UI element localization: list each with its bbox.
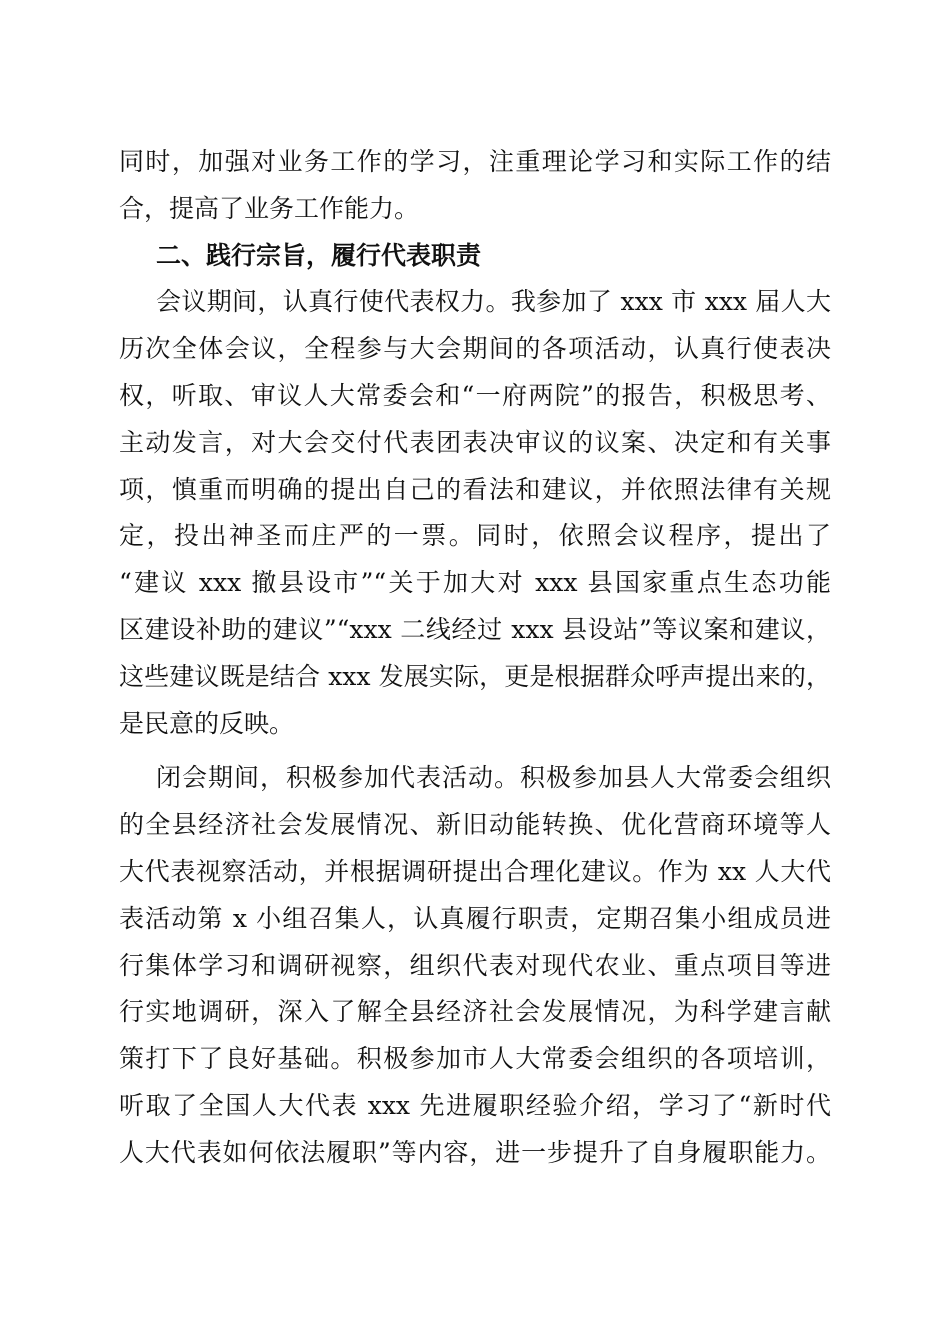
para1-line: 同时，加强对业务工作的学习，注重理论学习和实际工作的结 [119,147,831,176]
para3-line: 大代表视察活动，并根据调研提出合理化建议。作为 xx 人大代 [119,856,831,886]
section-heading: 二、践行宗旨，履行代表职责 [156,240,482,270]
para2-line: 会议期间，认真行使代表权力。我参加了 xxx 市 xxx 届人大 [156,287,831,317]
para3-line: 闭会期间，积极参加代表活动。积极参加县人大常委会组织 [156,763,831,793]
para3-line: 表活动第 x 小组召集人，认真履行职责，定期召集小组成员进 [119,903,831,933]
para2-line: 主动发言，对大会交付代表团表决审议的议案、决定和有关事 [119,427,831,457]
para3-line: 人大代表如何依法履职”等内容，进一步提升了自身履职能力。 [119,1137,831,1167]
document-body [119,139,831,1177]
para2-line: 项，慎重而明确的提出自己的看法和建议，并依照法律有关规 [119,474,831,504]
para3-line: 行实地调研，深入了解全县经济社会发展情况，为科学建言献 [119,997,831,1027]
para3-line: 听取了全国人大代表 xxx 先进履职经验介绍，学习了“新时代 [119,1090,831,1120]
para3-line: 策打下了良好基础。积极参加市人大常委会组织的各项培训， [119,1044,831,1074]
para2-line: 区建设补助的建议”“xxx 二线经过 xxx 县设站”等议案和建议， [119,614,831,644]
para3-line: 行集体学习和调研视察，组织代表对现代农业、重点项目等进 [119,950,831,980]
para2-line: 这些建议既是结合 xxx 发展实际，更是根据群众呼声提出来的， [119,661,831,691]
para2-line: 历次全体会议，全程参与大会期间的各项活动，认真行使表决 [119,334,831,364]
para2-line: 权，听取、审议人大常委会和“一府两院”的报告，积极思考、 [119,380,831,410]
para1-line: 合，提高了业务工作能力。 [119,193,420,223]
para2-line: “建议 xxx 撤县设市”“关于加大对 xxx 县国家重点生态功能 [119,568,831,598]
para2-line: 是民意的反映。 [119,708,295,738]
para3-line: 的全县经济社会发展情况、新旧动能转换、优化营商环境等人 [119,810,831,840]
para2-line: 定，投出神圣而庄严的一票。同时，依照会议程序，提出了 [119,521,831,551]
